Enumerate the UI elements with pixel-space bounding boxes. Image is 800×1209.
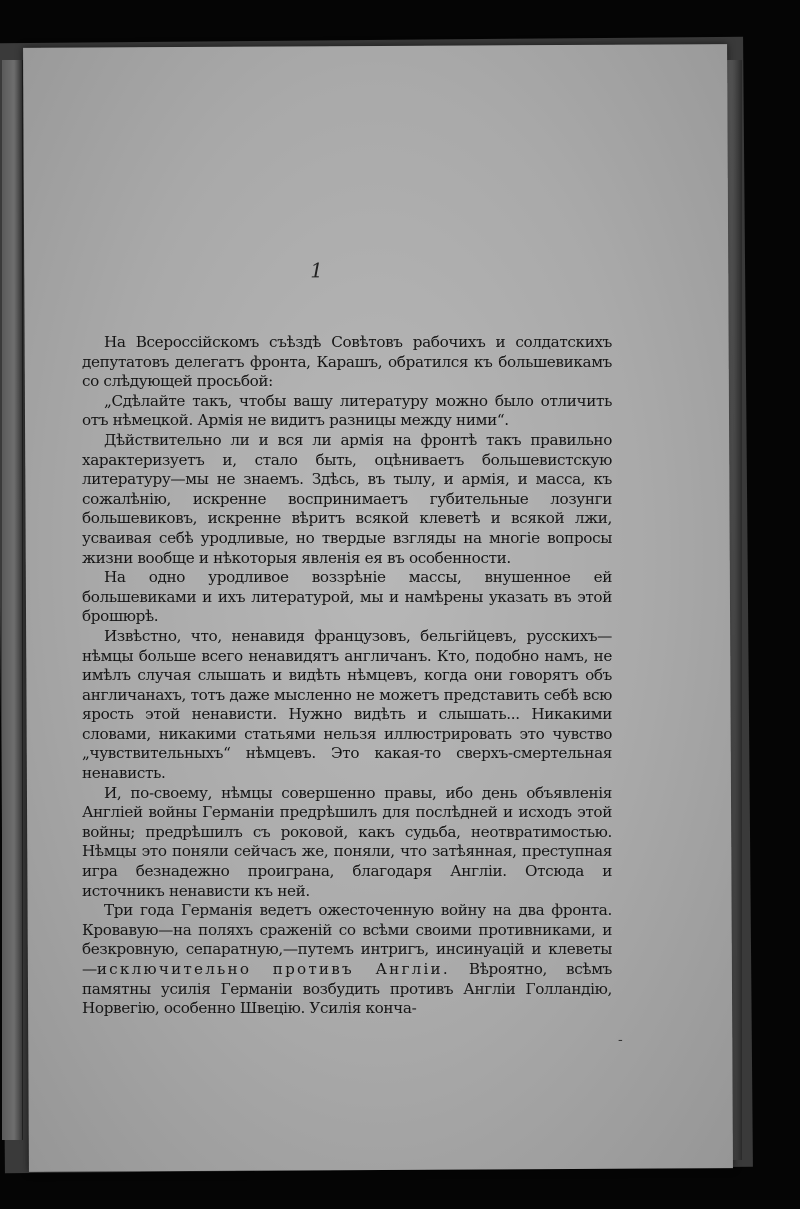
paragraph-1: На Всероссійскомъ съѣздѣ Совѣтовъ рабочихъ и солдатскихъ депутатовъ делегатъ фронта, Карашъ, обратился къ большевикамъ со слѣдующей просьбой:: [82, 333, 612, 391]
left-binding-strip: [2, 60, 23, 1140]
paragraph-7-start: Три года Германія ведетъ ожесточенную войну на два фронта. Кровавую—на поляхъ сраженій со всѣми своими противниками, и безкровную, сепаратную,—путемъ интригъ, инсинуацій и клеветы—: [82, 901, 612, 978]
paragraph-7-end: Вѣроятно, всѣмъ памятны усилія Германіи возбудить противъ Англіи Голландію, Норвегію, особенно Швецію. Усилія конча-: [82, 960, 612, 1018]
paragraph-3: Дѣйствительно ли и вся ли армія на фронтѣ такъ правильно характеризуетъ и, стало быть, оцѣниваетъ большевистскую литературу—мы не знаемъ. Здѣсь, въ тылу, и армія, и масса, къ сожалѣнію, искренне воспринимаетъ губительные лозунги большевиковъ, искренне вѣритъ всякой клеветѣ и всякой лжи, усваивая себѣ уродливые, но твердые взгляды на многіе вопросы жизни вообще и нѣкоторыя явленія ея въ особенности.: [82, 430, 612, 567]
body-text: [82, 333, 612, 1019]
paragraph-6: И, по-своему, нѣмцы совершенно правы, ибо день объявленія Англіей войны Германіи предрѣшилъ для послѣдней и исходъ этой войны; предрѣшилъ съ роковой, какъ судьба, неотвратимостью. Нѣмцы это поняли сейчасъ же, поняли, что затѣянная, преступная игра безнадежно проиграна, благодаря Англіи. Отсюда и источникъ ненависти къ ней.: [82, 783, 612, 900]
page-number: 1: [310, 258, 324, 283]
paragraph-2: „Сдѣлайте такъ, чтобы вашу литературу можно было отличить отъ нѣмецкой. Армія не видитъ разницы между ними“.: [82, 391, 612, 430]
line-end-mark: -: [618, 1032, 623, 1048]
paragraph-7: [82, 901, 612, 1019]
paragraph-4: На одно уродливое воззрѣніе массы, внушенное ей большевиками и ихъ литературой, мы и намѣрены указать въ этой брошюрѣ.: [82, 568, 612, 626]
paragraph-5: Извѣстно, что, ненавидя французовъ, бельгійцевъ, русскихъ—нѣмцы больше всего ненавидятъ англичанъ. Кто, подобно намъ, не имѣлъ случая слышать и видѣть нѣмцевъ, когда они говорятъ объ англичанахъ, тотъ даже мысленно не можетъ представить себѣ всю ярость этой ненависти. Нужно видѣть и слышать... Никакими словами, никакими статьями нельзя иллюстрировать это чувство „чувствительныхъ“ нѣмцевъ. Это какая-то сверхъ-смертельная ненависть.: [82, 626, 612, 783]
paragraph-7-spaced-emphasis: исключительно противъ Англіи.: [96, 960, 450, 978]
